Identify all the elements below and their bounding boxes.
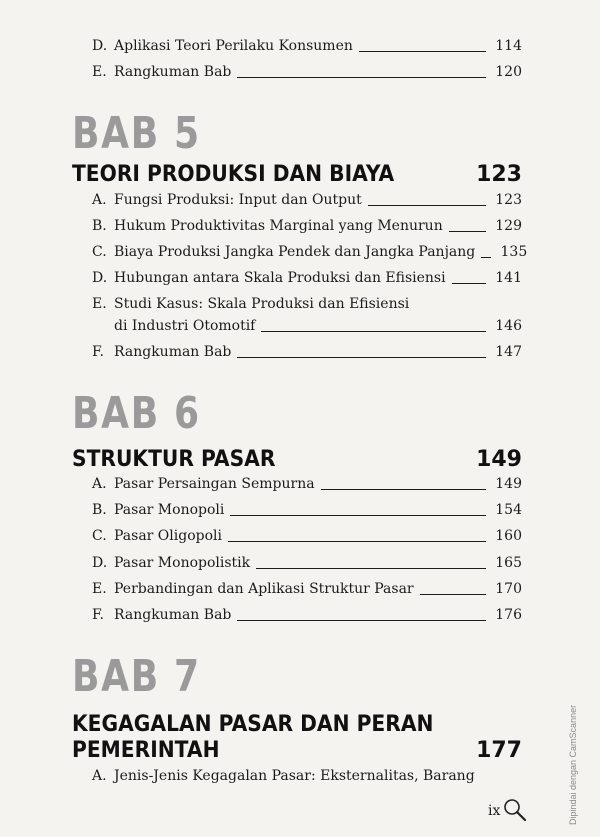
- toc-entry[interactable]: C. Pasar Oligopoli 160: [92, 528, 522, 544]
- chapter-label: BAB 7: [72, 651, 201, 702]
- dot-leader: [228, 541, 486, 542]
- toc-entry[interactable]: C. Biaya Produksi Jangka Pendek dan Jangka Panjang 135: [92, 244, 528, 260]
- toc-entry[interactable]: A. Jenis-Jenis Kegagalan Pasar: Eksternalitas, Barang: [92, 768, 475, 784]
- toc-entry[interactable]: E. Studi Kasus: Skala Produksi dan Efisiensi di Industri Otomotif 146: [92, 296, 522, 334]
- dot-leader: [256, 568, 486, 569]
- chapter-title-line1: KEGAGALAN PASAR DAN PERAN: [72, 712, 434, 737]
- chapter-heading[interactable]: [72, 712, 522, 764]
- toc-entry[interactable]: A. Pasar Persaingan Sempurna 149: [92, 476, 522, 492]
- chapter-page: 123: [476, 162, 522, 187]
- toc-entry[interactable]: E. Rangkuman Bab 120: [92, 64, 522, 80]
- toc-entry[interactable]: F. Rangkuman Bab 176: [92, 607, 522, 623]
- dot-leader: [420, 594, 486, 595]
- toc-entry[interactable]: F. Rangkuman Bab 147: [92, 344, 522, 360]
- dot-leader: [449, 231, 486, 232]
- toc-entry[interactable]: D. Aplikasi Teori Perilaku Konsumen 114: [92, 38, 522, 54]
- dot-leader: [237, 357, 486, 358]
- chapter-label: BAB 6: [72, 388, 201, 439]
- chapter-heading[interactable]: [72, 162, 522, 188]
- dot-leader: [452, 283, 486, 284]
- toc-entry[interactable]: E. Perbandingan dan Aplikasi Struktur Pasar 170: [92, 581, 522, 597]
- toc-entry[interactable]: B. Hukum Produktivitas Marginal yang Menurun 129: [92, 218, 522, 234]
- toc-entry[interactable]: D. Pasar Monopolistik 165: [92, 555, 522, 571]
- page-number: ix: [488, 803, 501, 819]
- chapter-title: STRUKTUR PASAR: [72, 447, 276, 472]
- toc-entry[interactable]: B. Pasar Monopoli 154: [92, 502, 522, 518]
- chapter-title: TEORI PRODUKSI DAN BIAYA: [72, 162, 395, 187]
- chapter-label: BAB 5: [72, 108, 201, 159]
- dot-leader: [368, 205, 486, 206]
- dot-leader: [481, 257, 491, 258]
- toc-entry[interactable]: D. Hubungan antara Skala Produksi dan Efisiensi 141: [92, 270, 522, 286]
- chapter-title-line2: PEMERINTAH: [72, 738, 220, 763]
- chapter-heading[interactable]: [72, 447, 522, 473]
- toc-entry[interactable]: A. Fungsi Produksi: Input dan Output 123: [92, 192, 522, 208]
- scanner-watermark: Dipindai dengan CamScanner: [568, 704, 578, 825]
- chapter-page: 149: [476, 447, 522, 472]
- magnifier-icon: [502, 797, 528, 823]
- dot-leader: [230, 515, 486, 516]
- dot-leader: [237, 77, 486, 78]
- chapter-page: 177: [476, 738, 522, 763]
- dot-leader: [237, 620, 486, 621]
- dot-leader: [261, 331, 486, 332]
- dot-leader: [321, 489, 486, 490]
- dot-leader: [359, 51, 486, 52]
